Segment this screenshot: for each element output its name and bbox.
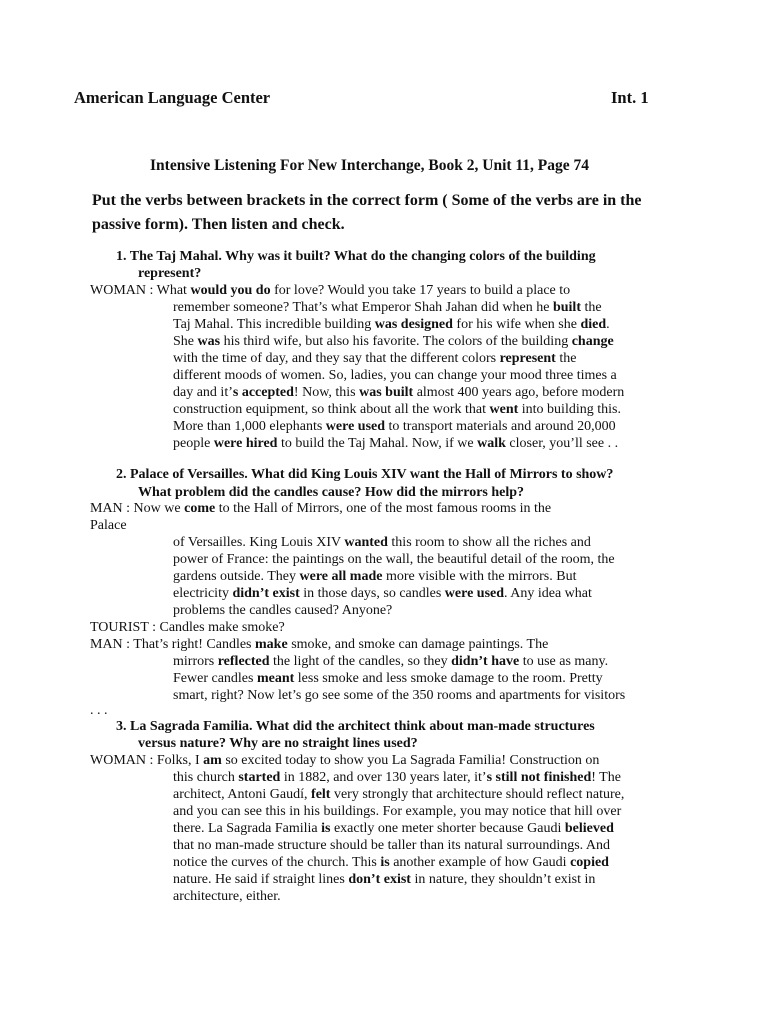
passage-line: Fewer candles meant less smoke and less smoke damage to the room. Pretty <box>173 671 603 686</box>
question-1-line-2: represent? <box>138 266 202 281</box>
passage-line: of Versailles. King Louis XIV wanted this room to show all the riches and <box>173 535 591 550</box>
passage-line: More than 1,000 elephants were used to transport materials and around 20,000 <box>173 419 616 434</box>
passage-line: architecture, either. <box>173 889 281 904</box>
answer-verb: was built <box>359 385 414 400</box>
passage-line: nature. He said if straight lines don’t exist in nature, they shouldn’t exist in <box>173 872 596 887</box>
passage-line: different moods of women. So, ladies, you can change your mood three times a <box>173 368 617 383</box>
passage-line: electricity didn’t exist in those days, so candles were used. Any idea what <box>173 586 592 601</box>
worksheet-subtitle: Intensive Listening For New Interchange, Book 2, Unit 11, Page 74 <box>150 157 590 174</box>
question-3-line-2: versus nature? Why are no straight lines used? <box>138 736 418 751</box>
answer-verb: s still not finished <box>486 770 592 785</box>
passage-line: mirrors reflected the light of the candles, so they didn’t have to use as many. <box>173 654 609 669</box>
passage-line: smart, right? Now let’s go see some of the 350 rooms and apartments for visitors <box>173 688 626 703</box>
passage-line: notice the curves of the church. This is another example of how Gaudi copied <box>173 855 609 870</box>
answer-verb: s accepted <box>232 385 294 400</box>
answer-verb: didn’t have <box>451 654 520 669</box>
passage-line: this church started in 1882, and over 130 years later, it’s still not finished! The <box>173 770 621 785</box>
passage-line: gardens outside. They were all made more visible with the mirrors. But <box>173 569 577 584</box>
answer-verb: is <box>380 855 390 870</box>
answer-verb: walk <box>477 436 506 451</box>
passage-line: Palace <box>90 518 127 533</box>
answer-verb: was <box>197 334 221 349</box>
answer-verb: wanted <box>344 535 388 550</box>
answer-verb: make <box>255 637 288 652</box>
course-level: Int. 1 <box>611 88 649 107</box>
passage-line: WOMAN : What would you do for love? Would you take 17 years to build a place to <box>90 283 571 298</box>
answer-verb: felt <box>311 787 331 802</box>
answer-verb: started <box>238 770 281 785</box>
answer-verb: was designed <box>374 317 453 332</box>
passage-line: MAN : That’s right! Candles make smoke, and smoke can damage paintings. The <box>90 637 549 652</box>
passage-line: people were hired to build the Taj Mahal. Now, if we walk closer, you’ll see . . <box>173 436 619 451</box>
answer-verb: don’t exist <box>348 872 411 887</box>
answer-verb: were used <box>325 419 386 434</box>
answer-verb: were all made <box>299 569 383 584</box>
passage-line: problems the candles caused? Anyone? <box>173 603 393 618</box>
answer-verb: went <box>489 402 519 417</box>
passage-line: . . . <box>90 703 108 718</box>
passage-line: there. La Sagrada Familia is exactly one meter shorter because Gaudi believed <box>173 821 614 836</box>
passage-line: She was his third wife, but also his favorite. The colors of the building change <box>173 334 614 349</box>
passage-line: WOMAN : Folks, I am so excited today to show you La Sagrada Familia! Construction on <box>90 753 600 768</box>
passage-line: construction equipment, so think about all the work that went into building this. <box>173 402 621 417</box>
passage-line: that no man-made structure should be taller than its natural surroundings. And <box>173 838 611 853</box>
answer-verb: didn’t exist <box>232 586 300 601</box>
passage-line: TOURIST : Candles make smoke? <box>90 620 285 635</box>
passage-line: day and it’s accepted! Now, this was built almost 400 years ago, before modern <box>173 385 625 400</box>
passage-line: remember someone? That’s what Emperor Shah Jahan did when he built the <box>173 300 602 315</box>
question-2-line-1: 2. Palace of Versailles. What did King Louis XIV want the Hall of Mirrors to show? <box>116 467 614 482</box>
passage-line: and you can see this in his buildings. For example, you may notice that hill over <box>173 804 622 819</box>
answer-verb: come <box>184 501 216 516</box>
answer-verb: am <box>203 753 222 768</box>
passage-line: MAN : Now we come to the Hall of Mirrors, one of the most famous rooms in the <box>90 501 552 516</box>
passage-line: Taj Mahal. This incredible building was designed for his wife when she died. <box>173 317 610 332</box>
answer-verb: built <box>552 300 581 315</box>
question-1-line-1: 1. The Taj Mahal. Why was it built? What do the changing colors of the building <box>116 249 596 264</box>
question-3-line-1: 3. La Sagrada Familia. What did the architect think about man-made structures <box>116 719 595 734</box>
answer-verb: change <box>571 334 614 349</box>
answer-verb: meant <box>256 671 295 686</box>
answer-verb: represent <box>499 351 556 366</box>
school-name: American Language Center <box>74 88 271 107</box>
answer-verb: is <box>321 821 331 836</box>
answer-verb: copied <box>570 855 609 870</box>
answer-verb: were hired <box>213 436 278 451</box>
passage-line: power of France: the paintings on the wall, the beautiful detail of the room, the <box>173 552 615 567</box>
passage-line: architect, Antoni Gaudí, felt very strongly that architecture should reflect nature, <box>173 787 625 802</box>
question-2-line-2: What problem did the candles cause? How did the mirrors help? <box>138 485 525 500</box>
answer-verb: reflected <box>217 654 270 669</box>
instructions: Put the verbs between brackets in the correct form ( Some of the verbs are in the passive form). Then listen and check. <box>92 192 642 233</box>
passage-line: with the time of day, and they say that the different colors represent the <box>173 351 577 366</box>
answer-verb: died <box>580 317 607 332</box>
answer-verb: would you do <box>190 283 271 298</box>
answer-verb: were used <box>444 586 505 601</box>
answer-verb: believed <box>564 821 614 836</box>
